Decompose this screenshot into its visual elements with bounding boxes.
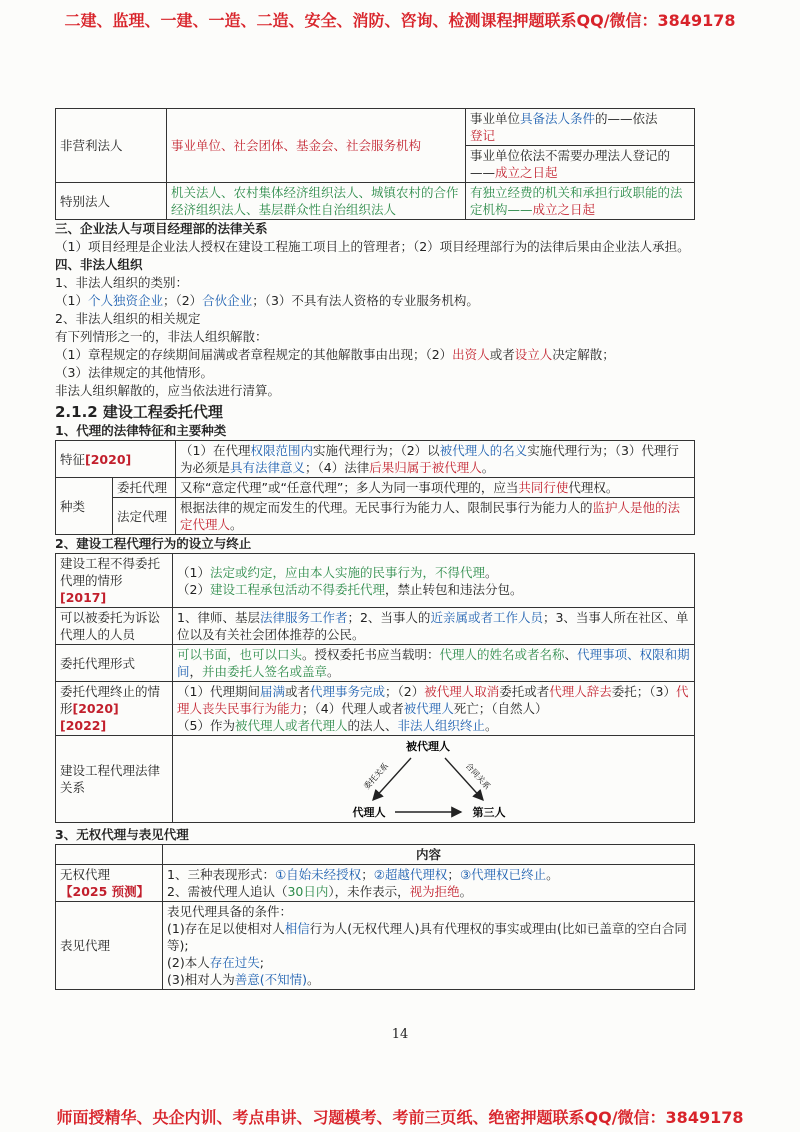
chapter-heading: 2.1.2 建设工程委托代理 xyxy=(55,403,223,421)
top-banner: 二建、监理、一建、一造、二造、安全、消防、咨询、检测课程押题联系QQ/微信：3849178 xyxy=(64,11,736,30)
paragraph: （1）项目经理是企业法人授权在建设工程施工项目上的管理者；（2）项目经理部行为的法律后果由企业法人承担。 xyxy=(55,239,690,254)
row-content: （1）法定或约定，应由本人实施的民事行为，不得代理。 （2）建设工程承包活动不得委托代理，禁止转包和违法分包。 xyxy=(173,554,695,608)
section-heading: 四、非法人组织 xyxy=(55,257,143,272)
subheading: 3、无权代理与表见代理 xyxy=(55,827,189,842)
row-label: 特征[2020] xyxy=(56,441,176,478)
row-label: 委托代理终止的情形[2020] [2022] xyxy=(56,682,173,736)
page-number: 14 xyxy=(391,1027,409,1042)
row-label: 非营利法人 xyxy=(56,109,167,183)
row-content: 根据法律的规定而发生的代理。无民事行为能力人、限制民事行为能力人的监护人是他的法定代理人。 xyxy=(176,498,695,535)
subheading: 2、非法人组织的相关规定 xyxy=(55,311,201,326)
table-row xyxy=(56,109,695,146)
row-content: 可以书面，也可以口头。授权委托书应当载明：代理人的姓名或者名称、代理事项、权限和期间，并由委托人签名或盖章。 xyxy=(173,645,695,682)
header-empty-cell xyxy=(56,845,163,865)
bottom-banner: 师面授精华、央企内训、考点串讲、习题模考、考前三页纸、绝密押题联系QQ/微信：3849178 xyxy=(56,1108,744,1127)
paragraph: （1）个人独资企业；（2）合伙企业；（3）不具有法人资格的专业服务机构。 xyxy=(55,293,479,308)
unauthorized-agency-table xyxy=(55,844,695,990)
table-row xyxy=(56,498,695,535)
paragraph: 非法人组织解散的，应当依法进行清算。 xyxy=(55,383,281,398)
document-body xyxy=(55,108,695,990)
paragraph: （1）章程规定的存续期间届满或者章程规定的其他解散事由出现；（2）出资人或者设立人决定解散； xyxy=(55,347,615,362)
table-row xyxy=(56,183,695,220)
row-content: 1、三种表现形式：①自始未经授权；②超越代理权；③代理权已终止。 2、需被代理人追认（30日内），未作表示，视为拒绝。 xyxy=(163,865,695,902)
table-row xyxy=(56,608,695,645)
column-header: 内容 xyxy=(163,845,695,865)
agency-relationship-diagram xyxy=(173,736,693,822)
agency-feature-table xyxy=(55,440,695,535)
row-detail: 事业单位具备法人条件的——依法 登记 xyxy=(466,109,695,146)
diagram-edge-label-right: 合同关系 xyxy=(463,761,492,792)
row-content: 表见代理具备的条件： (1)存在足以使相对人相信行为人(无权代理人)具有代理权的事实或理由(比如已盖章的空白合同等); (2)本人存在过失; (3)相对人为善意(不知情)。 xyxy=(163,902,695,990)
row-label: 表见代理 xyxy=(56,902,163,990)
table-row xyxy=(56,736,695,823)
row-content xyxy=(173,736,695,823)
table-row xyxy=(56,865,695,902)
table-row xyxy=(56,902,695,990)
table-row xyxy=(56,554,695,608)
table-row xyxy=(56,478,695,498)
row-label: 特别法人 xyxy=(56,183,167,220)
diagram-node-third-party: 第三人 xyxy=(472,806,506,819)
row-sublabel: 委托代理 xyxy=(113,478,176,498)
row-content: （1）在代理权限范围内实施代理行为；（2）以被代理人的名义实施代理行为；（3）代理行为必须是具有法律意义；（4）法律后果归属于被代理人。 xyxy=(176,441,695,478)
table-row xyxy=(56,441,695,478)
row-content: 1、律师、基层法律服务工作者；2、当事人的近亲属或者工作人员；3、当事人所在社区、单位以及有关社会团体推荐的公民。 xyxy=(173,608,695,645)
row-content: 事业单位、社会团体、基金会、社会服务机构 xyxy=(167,109,466,183)
table-row xyxy=(56,645,695,682)
diagram-edge-label-left: 委托关系 xyxy=(362,761,391,792)
row-label: 种类 xyxy=(56,478,113,535)
row-content: （1）代理期间届满或者代理事务完成；（2）被代理人取消委托或者代理人辞去委托；（3）代理人丧失民事行为能力；（4）代理人或者被代理人死亡；（自然人） （5）作为被代理人或者代理人的法人、非法人组织终止。 xyxy=(173,682,695,736)
row-content: 机关法人、农村集体经济组织法人、城镇农村的合作经济组织法人、基层群众性自治组织法人 xyxy=(167,183,466,220)
table-row xyxy=(56,682,695,736)
subheading: 2、建设工程代理行为的设立与终止 xyxy=(55,536,252,551)
diagram-node-principal: 被代理人 xyxy=(406,740,450,753)
diagram-node-agent: 代理人 xyxy=(352,806,386,819)
agency-establishment-table xyxy=(55,553,695,823)
paragraph: （3）法律规定的其他情形。 xyxy=(55,365,213,380)
table-header-row xyxy=(56,845,695,865)
row-label: 可以被委托为诉讼代理人的人员 xyxy=(56,608,173,645)
row-content: 又称“意定代理”或“任意代理”；多人为同一事项代理的，应当共同行使代理权。 xyxy=(176,478,695,498)
row-label: 建设工程代理法律关系 xyxy=(56,736,173,823)
paragraph: 有下列情形之一的，非法人组织解散： xyxy=(55,329,268,344)
legal-person-table xyxy=(55,108,695,220)
row-label: 无权代理 【2025 预测】 xyxy=(56,865,163,902)
subheading: 1、非法人组织的类别： xyxy=(55,275,188,290)
row-label: 委托代理形式 xyxy=(56,645,173,682)
row-detail: 有独立经费的机关和承担行政职能的法定机构——成立之日起 xyxy=(466,183,695,220)
subheading: 1、代理的法律特征和主要种类 xyxy=(55,423,227,438)
row-sublabel: 法定代理 xyxy=(113,498,176,535)
row-label: 建设工程不得委托代理的情形[2017] xyxy=(56,554,173,608)
row-detail: 事业单位依法不需要办理法人登记的——成立之日起 xyxy=(466,146,695,183)
section-heading: 三、企业法人与项目经理部的法律关系 xyxy=(55,221,268,236)
